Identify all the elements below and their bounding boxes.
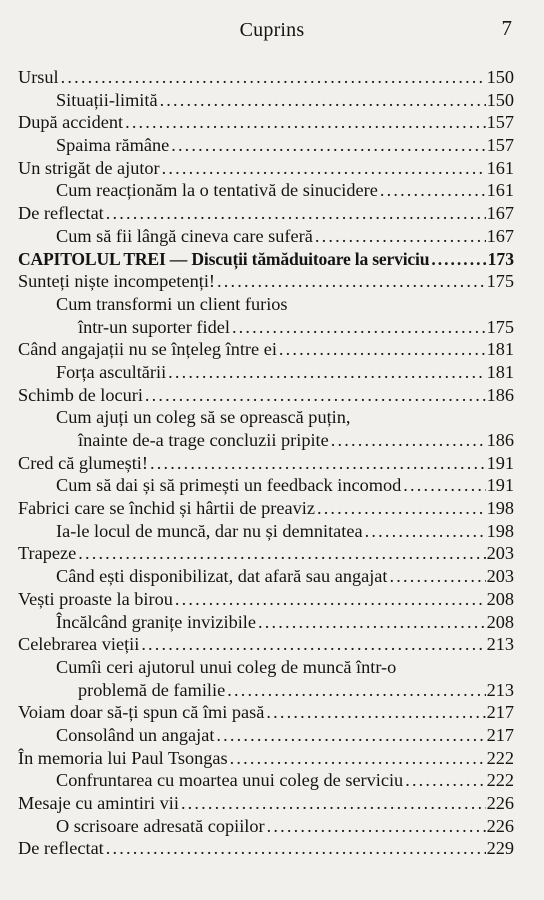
toc-entry-title: înainte de-a trage concluzii pripite (78, 430, 329, 450)
toc-dot-leader (181, 792, 486, 815)
toc-entry-page-number: 175 (486, 316, 514, 337)
running-header-title: Cuprins (239, 19, 305, 41)
toc-entry-page-number: 217 (486, 702, 514, 723)
toc-entry-title: Ursul (18, 67, 59, 87)
toc-entry-title: Cum ajuți un coleg să se oprească puțin, (56, 407, 351, 428)
toc-entry-page-number: 161 (486, 180, 514, 201)
toc-entry-title: Când ești disponibilizat, dat afară sau angajat (56, 566, 388, 587)
toc-dot-leader (141, 633, 485, 656)
toc-entry (18, 520, 514, 543)
toc-entry-title: Mesaje cu amintiri vii (18, 793, 179, 813)
toc-entry (18, 497, 514, 520)
toc-entry-title: Cum reacționăm la o tentativă de sinucidere (56, 180, 378, 201)
toc-entry-page-number: 167 (486, 225, 514, 246)
toc-entry-page-number: 208 (486, 611, 514, 632)
toc-entry-title: Cum transformi un client furios (56, 293, 288, 314)
toc-entry-page-number: 229 (486, 838, 514, 859)
toc-dot-leader (162, 157, 486, 180)
toc-dot-leader (125, 111, 486, 134)
toc-entry-title: Cred că glumești! (18, 452, 148, 473)
toc-entry-page-number: 203 (486, 543, 514, 564)
toc-entry-title: Celebrarea vieții (18, 634, 140, 655)
toc-dot-leader (160, 89, 486, 112)
toc-entry (18, 179, 514, 202)
toc-entry-page-number: 175 (486, 271, 514, 292)
toc-entry-page-number: 167 (486, 203, 514, 224)
toc-entry-page-number: 191 (486, 475, 514, 496)
toc-entry-title: Voiam doar să-ți spun că îmi pasă (18, 702, 265, 723)
toc-dot-leader (315, 225, 486, 248)
toc-entry-title: Fabrici care se închid și hârtii de preaviz (18, 498, 315, 519)
toc-dot-leader (168, 361, 485, 384)
toc-entry-title: Trapeze (18, 543, 77, 564)
toc-entry-title: Cum să dai și să primești un feedback incomod (56, 475, 402, 496)
toc-entry-title: Forța ascultării (56, 361, 167, 382)
toc-entry (18, 202, 514, 225)
toc-dot-leader (217, 270, 486, 293)
toc-dot-leader (380, 179, 486, 202)
toc-entry-page-number: 208 (486, 588, 514, 609)
toc-entry (18, 361, 514, 384)
toc-dot-leader (279, 338, 486, 361)
toc-entry (18, 701, 514, 724)
toc-entry-title: Spaima rămâne (56, 135, 170, 156)
toc-entry-title: Sunteți niște incompetenți! (18, 271, 215, 292)
toc-dot-leader (317, 497, 486, 520)
page-header (0, 14, 544, 44)
toc-dot-leader (431, 248, 486, 271)
toc-entry-title: Confruntarea cu moartea unui coleg de serviciu (56, 770, 404, 791)
toc-dot-leader (106, 837, 486, 860)
toc-dot-leader (232, 316, 486, 339)
toc-dot-leader (258, 611, 486, 634)
toc-entry-page-number: 213 (486, 679, 514, 700)
toc-entry-page-number: 203 (486, 566, 514, 587)
toc-entry (18, 429, 514, 452)
toc-entry-title: Vești proaste la birou (18, 588, 173, 609)
toc-entry-title: problemă de familie (78, 679, 226, 700)
toc-entry (18, 111, 514, 134)
toc-entry (18, 134, 514, 157)
toc-entry-title: După accident (18, 112, 124, 133)
toc-entry-page-number: 226 (486, 793, 514, 813)
toc-entry (18, 406, 514, 429)
toc-entry (18, 815, 514, 838)
toc-entry-title: Consolând un angajat (56, 724, 215, 745)
toc-entry-page-number: 217 (486, 724, 514, 745)
toc-entry-page-number: 222 (486, 747, 514, 768)
toc-entry (18, 452, 514, 475)
toc-entry-title: Cumîi ceri ajutorul unui coleg de muncă într-o (56, 656, 397, 677)
toc-entry-title: Schimb de locuri (18, 384, 143, 405)
toc-entry (18, 338, 514, 361)
toc-entry (18, 384, 514, 407)
toc-dot-leader (403, 474, 485, 497)
toc-dot-leader (266, 701, 485, 724)
toc-entry (18, 270, 514, 293)
toc-entry-page-number: 222 (486, 770, 514, 791)
toc-entry-title: Încălcând granițe invizibile (56, 611, 256, 632)
toc-entry-title: În memoria lui Paul Tsongas (18, 747, 228, 768)
toc-entry (18, 656, 514, 679)
toc-entry (18, 225, 514, 248)
toc-dot-leader (230, 747, 486, 770)
toc-entry-title: CAPITOLUL TREI — Discuții tămăduitoare la serviciu (18, 248, 430, 269)
toc-entry-page-number: 213 (486, 634, 514, 655)
toc-entry-title: Când angajații nu se înțeleg între ei (18, 339, 277, 360)
toc-entry (18, 633, 514, 656)
toc-entry-page-number: 157 (486, 112, 514, 133)
toc-entry-page-number: 150 (486, 89, 514, 110)
toc-dot-leader (61, 66, 486, 89)
table-of-contents (18, 66, 514, 860)
page-number: 7 (501, 16, 512, 40)
toc-entry (18, 747, 514, 770)
toc-entry-page-number: 157 (486, 135, 514, 156)
toc-dot-leader (405, 769, 485, 792)
toc-dot-leader (216, 724, 485, 747)
toc-entry (18, 837, 514, 860)
toc-entry (18, 66, 514, 89)
toc-dot-leader (78, 542, 485, 565)
toc-dot-leader (106, 202, 486, 225)
toc-entry (18, 565, 514, 588)
toc-entry-page-number: 181 (486, 339, 514, 360)
toc-entry-page-number: 226 (486, 815, 514, 836)
toc-dot-leader (175, 588, 486, 611)
toc-entry-page-number: 198 (486, 520, 514, 541)
toc-dot-leader (267, 815, 486, 838)
toc-entry (18, 588, 514, 611)
toc-entry (18, 89, 514, 112)
toc-dot-leader (227, 679, 485, 702)
toc-entry-title: De reflectat (18, 203, 104, 224)
toc-entry (18, 316, 514, 339)
toc-entry-title: Situații-limită (56, 89, 158, 110)
toc-entry-title: Un strigăt de ajutor (18, 157, 160, 178)
toc-entry-page-number: 198 (486, 498, 514, 519)
toc-entry (18, 293, 514, 316)
toc-entry-page-number: 150 (486, 67, 514, 87)
toc-entry-title: Ia-le locul de muncă, dar nu și demnitatea (56, 520, 363, 541)
toc-entry-page-number: 181 (486, 361, 514, 382)
toc-dot-leader (145, 384, 486, 407)
toc-dot-leader (365, 520, 486, 543)
toc-entry-page-number: 186 (486, 384, 514, 405)
toc-entry-title: O scrisoare adresată copiilor (56, 815, 265, 836)
toc-entry-page-number: 191 (486, 452, 514, 473)
toc-entry (18, 474, 514, 497)
toc-dot-leader (150, 452, 486, 475)
toc-dot-leader (331, 429, 486, 452)
toc-dot-leader (171, 134, 485, 157)
toc-entry (18, 542, 514, 565)
toc-entry-title: Cum să fii lângă cineva care suferă (56, 225, 313, 246)
toc-entry-title: într-un suporter fidel (78, 316, 230, 337)
toc-entry (18, 724, 514, 747)
toc-entry (18, 769, 514, 792)
toc-entry-page-number: 186 (486, 430, 514, 450)
toc-entry (18, 792, 514, 815)
toc-entry-page-number: 173 (487, 248, 514, 269)
toc-dot-leader (390, 565, 486, 588)
toc-entry (18, 679, 514, 702)
toc-entry-title: De reflectat (18, 838, 104, 859)
toc-entry-page-number: 161 (486, 157, 514, 178)
toc-chapter-heading (18, 248, 514, 271)
toc-entry (18, 611, 514, 634)
toc-entry (18, 157, 514, 180)
